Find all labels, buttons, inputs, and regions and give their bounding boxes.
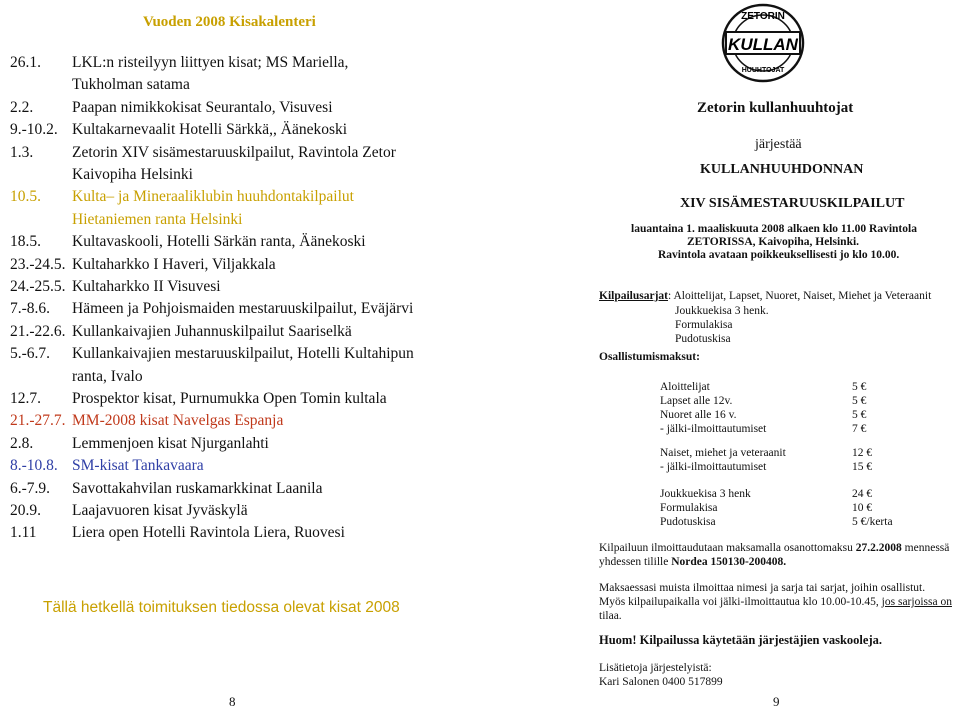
event-item bbox=[10, 52, 530, 97]
event-date: 10.5. bbox=[10, 188, 41, 206]
event-item bbox=[10, 321, 530, 343]
fee-label: Lapset alle 12v. bbox=[660, 395, 733, 407]
event-subheading: XIV SISÄMESTARUUSKILPAILUT bbox=[680, 196, 905, 211]
event-item bbox=[10, 433, 530, 455]
event-text: Zetorin XIV sisämestaruuskilpailut, Ravintola Zetor bbox=[72, 143, 396, 161]
info-contact: Kari Salonen 0400 517899 bbox=[599, 676, 723, 688]
event-date: 1.3. bbox=[10, 143, 34, 161]
event-item bbox=[10, 254, 530, 276]
series-first: : Aloittelijat, Lapset, Nuoret, Naiset, Miehet ja Veteraanit bbox=[668, 290, 932, 302]
event-text: Kaivopiha Helsinki bbox=[72, 165, 193, 183]
event-text: Savottakahvilan ruskamarkkinat Laanila bbox=[72, 479, 323, 497]
event-time-line-2: ZETORISSA, Kaivopiha, Helsinki. bbox=[687, 236, 860, 248]
event-text: Liera open Hotelli Ravintola Liera, Ruovesi bbox=[72, 524, 345, 542]
event-item bbox=[10, 276, 530, 298]
series-line bbox=[599, 290, 931, 302]
event-text: Lemmenjoen kisat Njurganlahti bbox=[72, 434, 269, 452]
event-text: Kullankaivajien mestaruuskilpailut, Hotelli Kultahipun bbox=[72, 345, 414, 363]
event-time-line-1: lauantaina 1. maaliskuuta 2008 alkaen klo 11.00 Ravintola bbox=[631, 223, 917, 235]
event-item bbox=[10, 119, 530, 141]
event-date: 12.7. bbox=[10, 390, 41, 407]
event-text: MM-2008 kisat Navelgas Espanja bbox=[72, 412, 284, 430]
fee-label: Aloittelijat bbox=[660, 381, 710, 393]
event-text: Kultaharkko I Haveri, Viljakkala bbox=[72, 255, 276, 273]
fee-value: 5 €/kerta bbox=[852, 516, 893, 528]
event-text: SM-kisat Tankavaara bbox=[72, 457, 204, 475]
event-text: Kullankaivajien Juhannuskilpailut Saariselkä bbox=[72, 322, 352, 340]
event-item bbox=[10, 410, 530, 432]
event-date: 20.9. bbox=[10, 502, 41, 519]
event-item bbox=[10, 97, 530, 119]
fees-title: Osallistumismaksut: bbox=[599, 351, 700, 363]
series-item: Formulakisa bbox=[675, 319, 733, 331]
event-date: 21.-27.7. bbox=[10, 412, 66, 430]
fee-value: 5 € bbox=[852, 381, 867, 393]
fee-value: 7 € bbox=[852, 423, 867, 435]
bank-account: Nordea 150130-200408. bbox=[671, 556, 787, 568]
club-logo bbox=[720, 2, 806, 84]
event-text: Prospektor kisat, Purnumukka Open Tomin kultala bbox=[72, 390, 387, 407]
event-text: Kultaharkko II Visuvesi bbox=[72, 278, 221, 295]
fee-label: Nuoret alle 16 v. bbox=[660, 409, 737, 421]
event-text: Kultavaskooli, Hotelli Särkän ranta, Äänekoski bbox=[72, 233, 366, 251]
fee-label: Formulakisa bbox=[660, 502, 718, 514]
event-item bbox=[10, 478, 530, 500]
footer-note: Tällä hetkellä toimituksen tiedossa olevat kisat 2008 bbox=[43, 599, 400, 616]
fee-value: 10 € bbox=[852, 502, 873, 514]
event-item bbox=[10, 500, 530, 522]
fee-label: - jälki-ilmoittautumiset bbox=[660, 461, 767, 473]
series-label: Kilpailusarjat bbox=[599, 290, 669, 302]
event-text: Hämeen ja Pohjoismaiden mestaruuskilpailut, Eväjärvi bbox=[72, 300, 414, 318]
fee-label: Joukkuekisa 3 henk bbox=[660, 488, 751, 500]
event-date: 5.-6.7. bbox=[10, 345, 51, 363]
event-item bbox=[10, 142, 530, 187]
info-label: Lisätietoja järjestelyistä: bbox=[599, 662, 712, 674]
fee-value: 5 € bbox=[852, 395, 867, 407]
event-heading: KULLANHUUHDONNAN bbox=[700, 162, 864, 177]
note-line-1: Maksaessasi muista ilmoittaa nimesi ja sarja tai sarjat, joihin osallistut. bbox=[599, 582, 926, 594]
event-date: 24.-25.5. bbox=[10, 278, 66, 295]
page-number-right: 9 bbox=[773, 694, 780, 709]
event-text: ranta, Ivalo bbox=[72, 367, 143, 385]
event-item bbox=[10, 388, 530, 410]
event-item bbox=[10, 231, 530, 253]
note-line-3: tilaa. bbox=[599, 610, 622, 622]
event-date: 26.1. bbox=[10, 54, 41, 71]
logo-center-text: KULLAN bbox=[728, 35, 798, 54]
event-date: 18.5. bbox=[10, 233, 41, 251]
page-number-left: 8 bbox=[229, 694, 236, 709]
event-date: 2.2. bbox=[10, 98, 34, 116]
calendar-title: Vuoden 2008 Kisakalenteri bbox=[143, 14, 316, 30]
fee-label: Pudotuskisa bbox=[660, 516, 716, 528]
payment-line-2: yhdessen tilille Nordea 150130-200408. bbox=[599, 556, 787, 568]
logo-bottom-text: HUUHTOJAT bbox=[741, 67, 785, 74]
payment-line-1: Kilpailuun ilmoittaudutaan maksamalla osanottomaksu 27.2.2008 mennessä bbox=[599, 542, 950, 554]
organizer-subtitle: järjestää bbox=[755, 137, 802, 152]
fee-value: 12 € bbox=[852, 447, 873, 459]
series-item: Pudotuskisa bbox=[675, 333, 731, 345]
event-text: Laajavuoren kisat Jyväskylä bbox=[72, 502, 248, 519]
event-item bbox=[10, 186, 530, 231]
warning-note: Huom! Kilpailussa käytetään järjestäjien vaskooleja. bbox=[599, 633, 882, 647]
event-item bbox=[10, 455, 530, 477]
event-date: 21.-22.6. bbox=[10, 322, 66, 340]
event-text: Hietaniemen ranta Helsinki bbox=[72, 210, 243, 228]
series-item: Joukkuekisa 3 henk. bbox=[675, 305, 769, 317]
event-date: 8.-10.8. bbox=[10, 457, 58, 475]
event-text: Kultakarnevaalit Hotelli Särkkä,, Äänekoski bbox=[72, 121, 348, 139]
logo-top-text: ZETORIN bbox=[741, 11, 785, 22]
event-date: 2.8. bbox=[10, 434, 34, 452]
fee-value: 15 € bbox=[852, 461, 873, 473]
event-text: Paapan nimikkokisat Seurantalo, Visuvesi bbox=[72, 98, 333, 116]
event-text: Kulta– ja Mineraaliklubin huuhdontakilpailut bbox=[72, 188, 354, 206]
event-text: Tukholman satama bbox=[72, 76, 190, 94]
event-time-line-3: Ravintola avataan poikkeuksellisesti jo klo 10.00. bbox=[658, 249, 900, 261]
event-date: 6.-7.9. bbox=[10, 479, 51, 497]
fee-value: 24 € bbox=[852, 488, 873, 500]
event-date: 23.-24.5. bbox=[10, 255, 66, 273]
event-date: 7.-8.6. bbox=[10, 300, 51, 318]
event-date: 9.-10.2. bbox=[10, 121, 58, 139]
fee-value: 5 € bbox=[852, 409, 867, 421]
event-text: LKL:n risteilyyn liittyen kisat; MS Mariella, bbox=[72, 54, 349, 71]
fee-label: Naiset, miehet ja veteraanit bbox=[660, 447, 786, 459]
event-date: 1.11 bbox=[10, 524, 37, 542]
event-item bbox=[10, 343, 530, 388]
event-item bbox=[10, 522, 530, 544]
note-line-2: Myös kilpailupaikalla voi jälki-ilmoittautua klo 10.00-10.45, jos sarjoissa on bbox=[599, 596, 952, 608]
fee-label: - jälki-ilmoittautumiset bbox=[660, 423, 767, 435]
organizer-title: Zetorin kullanhuuhtojat bbox=[697, 100, 854, 116]
event-item bbox=[10, 298, 530, 320]
